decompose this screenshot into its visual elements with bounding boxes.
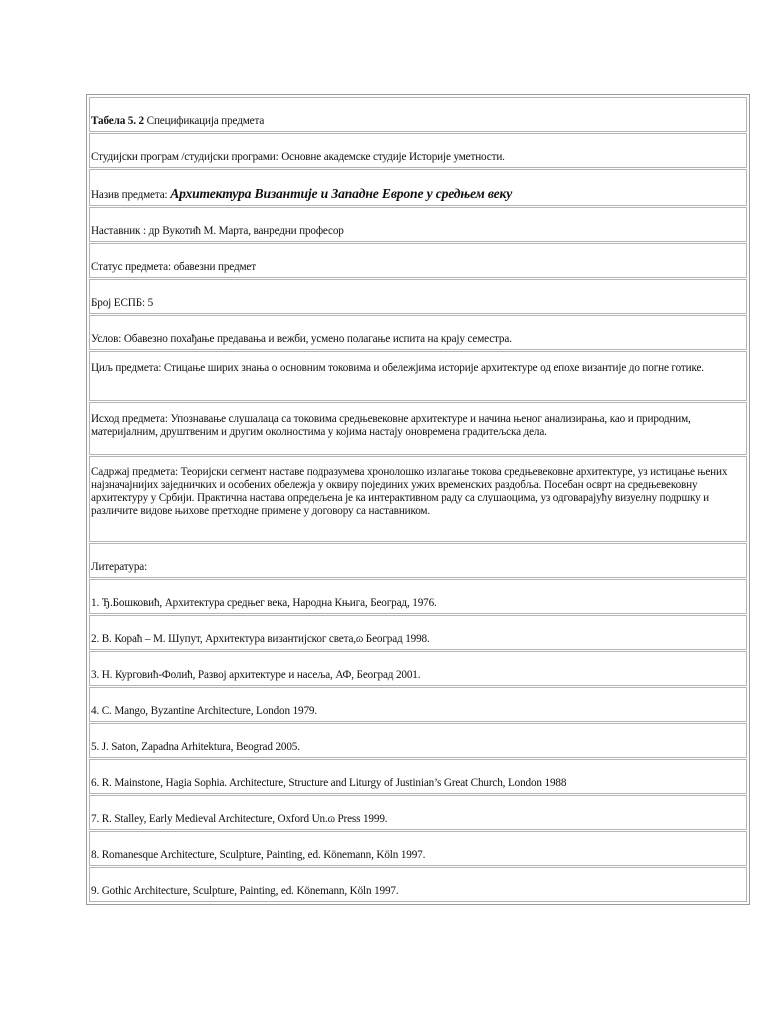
literature-item xyxy=(89,831,747,866)
goal-row xyxy=(89,351,747,401)
literature-item-text: 3. Н. Курговић-Фолић, Развој архитектуре и насеља, АФ, Београд 2001. xyxy=(91,669,421,681)
literature-item xyxy=(89,687,747,722)
outcome-text: Исход предмета: Упознавање слушалаца са токовима средњевековне архитектуре и начина њеног анализирања, као и природним, материјалним, друштвеним и другим околностима у којима настају оновремена градитељска дела. xyxy=(91,413,691,438)
table-caption-row xyxy=(89,97,747,132)
literature-item-text: 2. В. Кораћ – М. Шупут, Архитектура византијског света,ɷ Београд 1998. xyxy=(91,633,430,645)
literature-item-text: 6. R. Mainstone, Hagia Sophia. Architecture, Structure and Liturgy of Justinian’s Great Church, London 1988 xyxy=(91,777,567,789)
literature-item-text: 4. C. Mango, Byzantine Architecture, London 1979. xyxy=(91,705,317,717)
literature-item-text: 8. Romanesque Architecture, Sculpture, Painting, ed. Könemann, Köln 1997. xyxy=(91,849,426,861)
content-row xyxy=(89,456,747,542)
literature-item xyxy=(89,867,747,902)
course-name: Архитектура Византије и Западне Европе у средњем веку xyxy=(170,186,513,201)
literature-label: Литература: xyxy=(91,561,148,573)
teacher-text: Наставник : др Вукотић М. Марта, ванредни професор xyxy=(91,225,344,237)
goal-text: Циљ предмета: Стицање ширих знања о основним токовима и обележјима историје архитектуре од епохе византије до погне готике. xyxy=(91,362,704,374)
table-caption-title: Спецификација предмета xyxy=(146,115,265,127)
literature-item xyxy=(89,759,747,794)
status-row xyxy=(89,243,747,278)
condition-text: Услов: Обавезно похађање предавања и вежби, усмено полагање испита на крају семестра. xyxy=(91,333,512,345)
ects-row xyxy=(89,279,747,314)
literature-item-text: 1. Ђ.Бошковић, Архитектура средњег века, Народна Књига, Београд, 1976. xyxy=(91,597,437,609)
program-text: Студијски програм /студијски програми: Основне академске студије Историје уметности. xyxy=(91,151,505,163)
ects-text: Број ЕСПБ: 5 xyxy=(91,297,154,309)
literature-item-text: 5. J. Saton, Zapadna Arhitektura, Beograd 2005. xyxy=(91,741,300,753)
literature-item-text: 7. R. Stalley, Early Medieval Architecture, Oxford Un.ɷ Press 1999. xyxy=(91,813,388,825)
course-name-label: Назив предмета: xyxy=(91,189,168,201)
literature-item xyxy=(89,723,747,758)
literature-item-text: 9. Gothic Architecture, Sculpture, Painting, ed. Könemann, Köln 1997. xyxy=(91,885,399,897)
content-text: Садржај предмета: Теоријски сегмент наставе подразумева хронолошко излагање токова средњевековне архитектуре, уз истицање њених најзначајнијих заједничких и особених обележја у оквиру појединих ужих временских раздобља. Посебан осврт на средњевековну архитектуру у Србији. Практична настава опредељена је ка интерактивном раду са слушаоцима, уз одговарајућу визуелну подршку и различите видове њихове претходне примене у договору са наставником. xyxy=(91,466,728,517)
program-row xyxy=(89,133,747,168)
condition-row xyxy=(89,315,747,350)
literature-item xyxy=(89,579,747,614)
literature-item xyxy=(89,651,747,686)
teacher-row xyxy=(89,207,747,242)
outcome-row xyxy=(89,402,747,455)
specification-table xyxy=(86,94,750,905)
literature-item xyxy=(89,795,747,830)
course-name-row xyxy=(89,169,747,206)
literature-item xyxy=(89,615,747,650)
literature-label-row xyxy=(89,543,747,578)
status-text: Статус предмета: обавезни предмет xyxy=(91,261,256,273)
table-caption-number: Табела 5. 2 xyxy=(91,115,144,127)
